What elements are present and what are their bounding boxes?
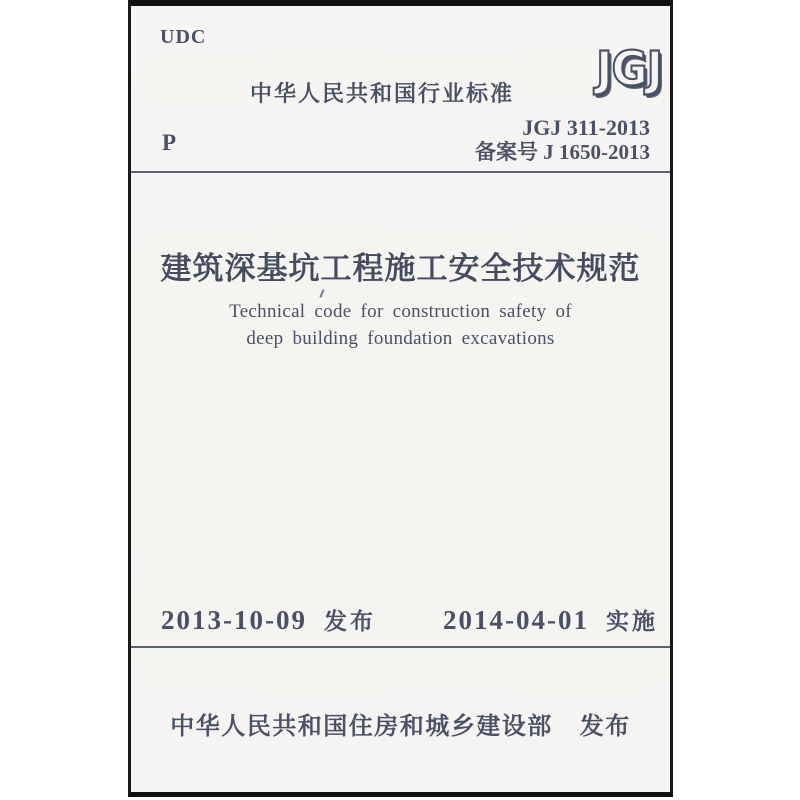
implement-date-group [443, 603, 658, 636]
standard-title-zh: 建筑深基坑工程施工安全技术规范 [160, 251, 641, 286]
implement-date: 2014-04-01 [443, 605, 589, 635]
standard-title-en-line2: deep building foundation excavations [246, 328, 555, 349]
print-artifact [319, 289, 324, 298]
publisher-name: 中华人民共和国住房和城乡建设部 [170, 713, 553, 740]
record-number: 备案号 J 1650-2013 [475, 140, 650, 164]
standard-title-en-line1: Technical code for construction safety of [229, 301, 572, 322]
footer-divider [131, 646, 670, 648]
issue-label: 发布 [323, 608, 376, 634]
standard-type-heading: 中华人民共和国行业标准 [250, 81, 515, 106]
dates-row [131, 603, 670, 636]
header-divider [131, 171, 670, 173]
jgj-logo: JGJ [596, 41, 662, 97]
standard-cover [128, 0, 673, 797]
standard-title-en [131, 298, 670, 352]
standard-number: JGJ 311-2013 [522, 115, 650, 140]
issue-date: 2013-10-09 [161, 605, 307, 635]
publisher-action: 发布 [579, 713, 631, 740]
standard-number-block [475, 115, 650, 165]
classification-code: P [162, 130, 177, 155]
udc-label: UDC [160, 26, 207, 48]
issue-date-group [161, 603, 376, 636]
implement-label: 实施 [606, 608, 658, 634]
publisher-row [131, 706, 670, 741]
